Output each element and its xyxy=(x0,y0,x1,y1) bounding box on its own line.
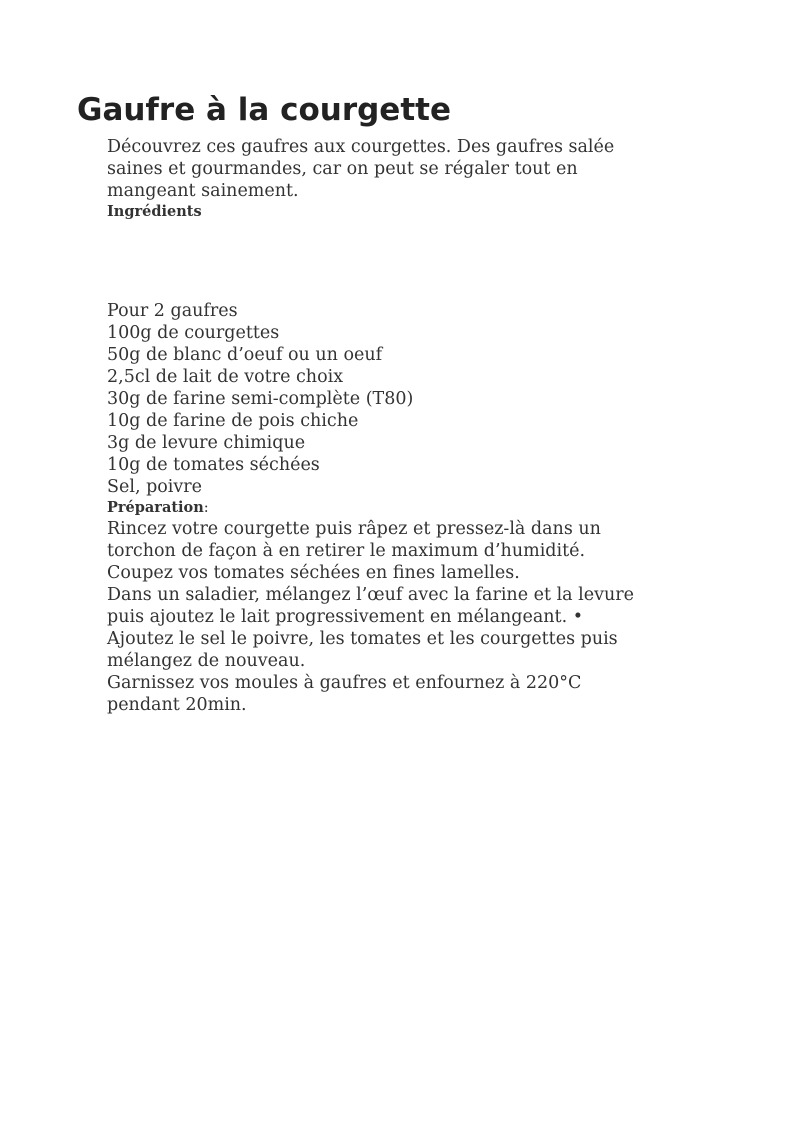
preparation-heading-label: Préparation xyxy=(107,499,204,516)
ingredient-item: Pour 2 gaufres xyxy=(107,301,238,321)
preparation-line: mélangez de nouveau. xyxy=(107,651,306,671)
ingredient-item: 2,5cl de lait de votre choix xyxy=(107,367,344,387)
intro-paragraph xyxy=(107,136,707,202)
preparation-steps xyxy=(107,518,707,716)
ingredient-item: 3g de levure chimique xyxy=(107,433,306,453)
intro-line: mangeant sainement. xyxy=(107,181,299,201)
ingredient-item: 100g de courgettes xyxy=(107,323,280,343)
recipe-title: Gaufre à la courgette xyxy=(77,92,451,128)
blank-space xyxy=(107,221,707,300)
preparation-line: pendant 20min. xyxy=(107,695,247,715)
preparation-heading xyxy=(107,498,707,518)
preparation-line: Dans un saladier, mélangez l’œuf avec la farine et la levure xyxy=(107,585,634,605)
ingredient-item: 30g de farine semi-complète (T80) xyxy=(107,389,414,409)
ingredient-item: 10g de farine de pois chiche xyxy=(107,411,359,431)
preparation-heading-colon: : xyxy=(203,500,209,516)
ingredient-item: 10g de tomates séchées xyxy=(107,455,320,475)
intro-line: saines et gourmandes, car on peut se régaler tout en xyxy=(107,159,578,179)
preparation-line: Garnissez vos moules à gaufres et enfournez à 220°C xyxy=(107,673,582,693)
ingredient-item: Sel, poivre xyxy=(107,477,203,497)
preparation-line: torchon de façon à en retirer le maximum d’humidité. xyxy=(107,541,586,561)
ingredients-heading: Ingrédients xyxy=(107,203,202,220)
preparation-line: Ajoutez le sel le poivre, les tomates et les courgettes puis xyxy=(107,629,618,649)
recipe-body xyxy=(107,136,707,716)
ingredients-list xyxy=(107,300,707,498)
preparation-line: Rincez votre courgette puis râpez et pressez-là dans un xyxy=(107,519,601,539)
preparation-line: puis ajoutez le lait progressivement en mélangeant. • xyxy=(107,607,584,627)
intro-line: Découvrez ces gaufres aux courgettes. Des gaufres salée xyxy=(107,137,615,157)
preparation-line: Coupez vos tomates séchées en fines lamelles. xyxy=(107,563,520,583)
ingredient-item: 50g de blanc d’oeuf ou un oeuf xyxy=(107,345,383,365)
